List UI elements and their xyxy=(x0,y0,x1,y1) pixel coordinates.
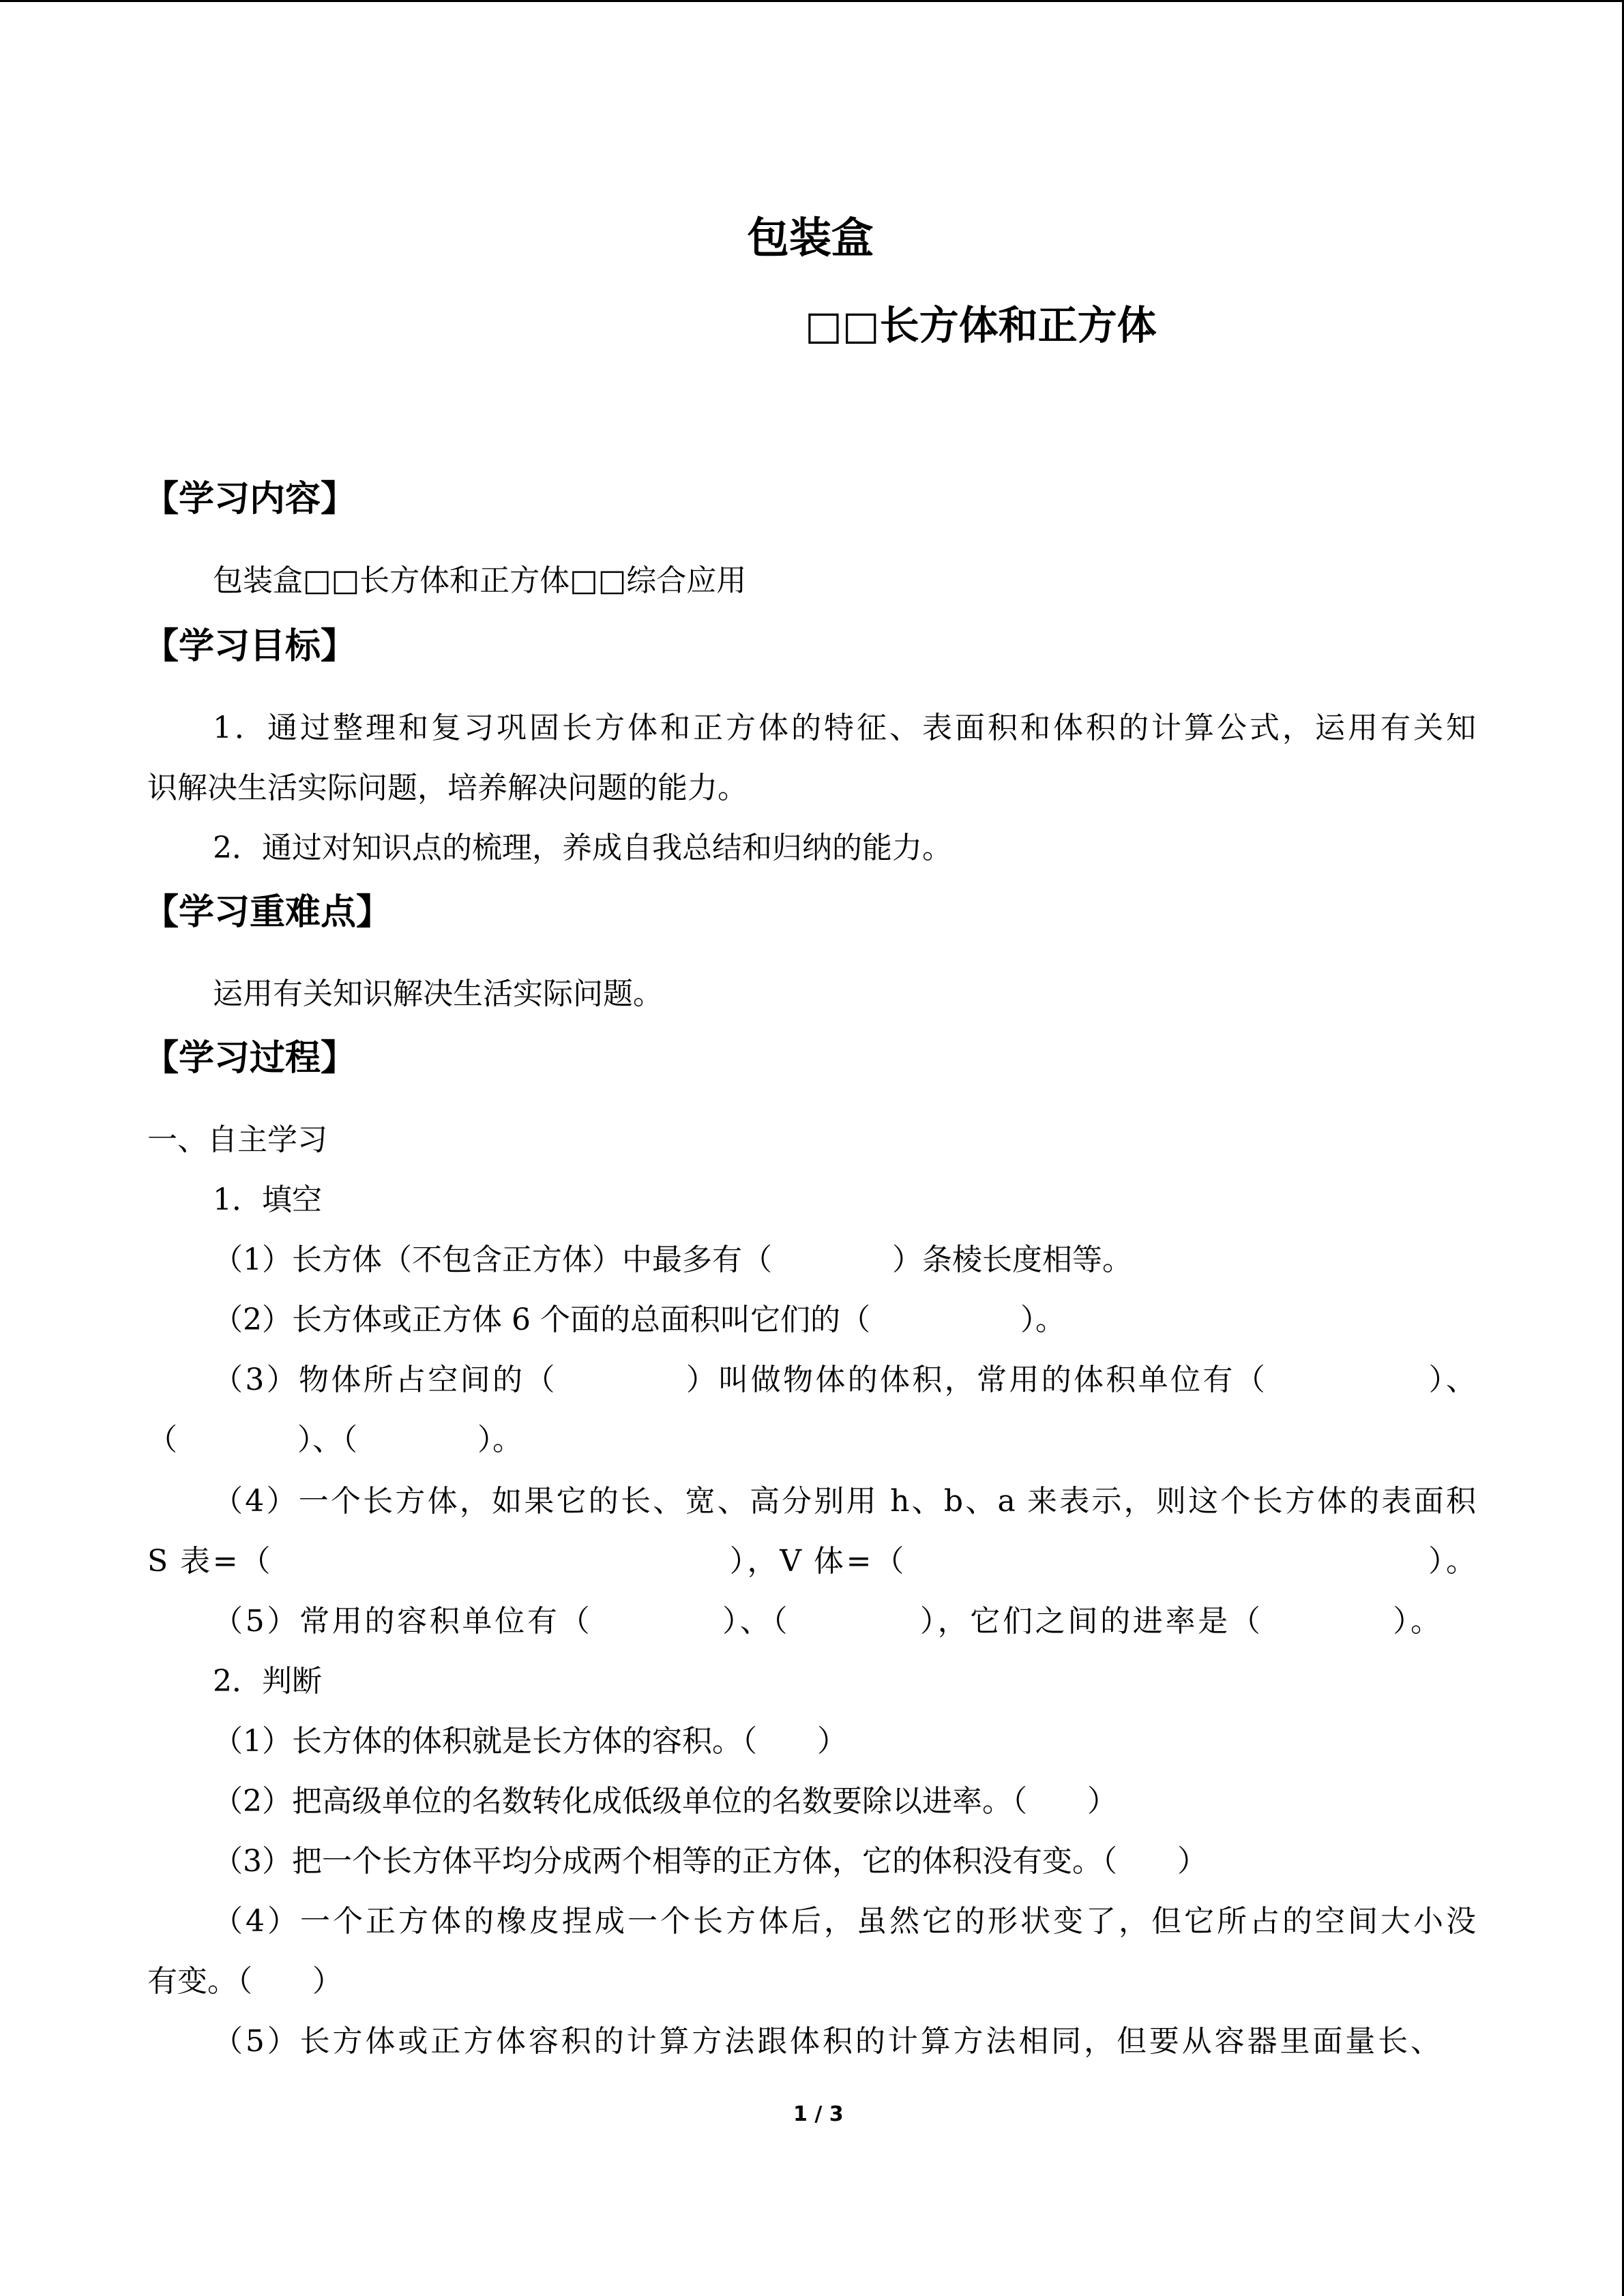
fill-question-1: （1）长方体（不包含正方体）中最多有（ ）条棱长度相等。 xyxy=(213,1242,1132,1277)
judge-title: 2．判断 xyxy=(213,1664,322,1699)
fill-question-3-line-2: （ ）、（ ）。 xyxy=(147,1422,522,1457)
key-points-text: 运用有关知识解决生活实际问题。 xyxy=(213,976,663,1011)
judge-question-1: （1）长方体的体积就是长方体的容积。（ ） xyxy=(213,1724,847,1759)
judge-question-3: （3）把一个长方体平均分成两个相等的正方体，它的体积没有变。（ ） xyxy=(213,1844,1207,1879)
fill-question-2: （2）长方体或正方体 6 个面的总面积叫它们的（ ）。 xyxy=(213,1302,1065,1337)
heading-learning-content: 【学习内容】 xyxy=(143,479,357,520)
judge-question-5-line-1: （5）长方体或正方体容积的计算方法跟体积的计算方法相同，但要从容器里面量长、 xyxy=(213,2024,1441,2059)
fill-question-5: （5）常用的容积单位有（ ）、（ ），它们之间的进率是（ ）。 xyxy=(213,1604,1441,1639)
heading-key-points: 【学习重难点】 xyxy=(143,892,392,933)
page-title: 包装盒 xyxy=(747,213,874,263)
fill-question-4-line-1: （4）一个长方体，如果它的长、宽、高分别用 h、b、a 来表示，则这个长方体的表面积 xyxy=(213,1484,1476,1519)
goal-1-line-1: 1．通过整理和复习巩固长方体和正方体的特征、表面积和体积的计算公式，运用有关知 xyxy=(213,711,1476,745)
part-1-self-study: 一、自主学习 xyxy=(147,1122,327,1157)
page-subtitle: □□长方体和正方体 xyxy=(805,302,1157,348)
page-top-border xyxy=(0,0,1624,2)
goal-2: 2．通过对知识点的梳理，养成自我总结和归纳的能力。 xyxy=(213,831,952,865)
judge-question-4-line-2: 有变。（ ） xyxy=(147,1964,342,1999)
goal-1-line-2: 识解决生活实际问题，培养解决问题的能力。 xyxy=(147,771,748,805)
judge-question-2: （2）把高级单位的名数转化成低级单位的名数要除以进率。（ ） xyxy=(213,1784,1117,1819)
heading-learning-goals: 【学习目标】 xyxy=(143,626,357,667)
fill-question-4-line-2: S 表=（ ），V 体=（ ）。 xyxy=(147,1544,1476,1579)
page-number: 1 / 3 xyxy=(793,2102,844,2126)
fill-question-3-line-1: （3）物体所占空间的（ ）叫做物体的体积，常用的体积单位有（ ）、 xyxy=(213,1362,1476,1397)
fill-in-title: 1．填空 xyxy=(213,1182,322,1217)
learning-content-text: 包装盒□□长方体和正方体□□综合应用 xyxy=(213,563,747,598)
judge-question-4-line-1: （4）一个正方体的橡皮捏成一个长方体后，虽然它的形状变了，但它所占的空间大小没 xyxy=(213,1904,1476,1939)
heading-learning-process: 【学习过程】 xyxy=(143,1038,357,1079)
